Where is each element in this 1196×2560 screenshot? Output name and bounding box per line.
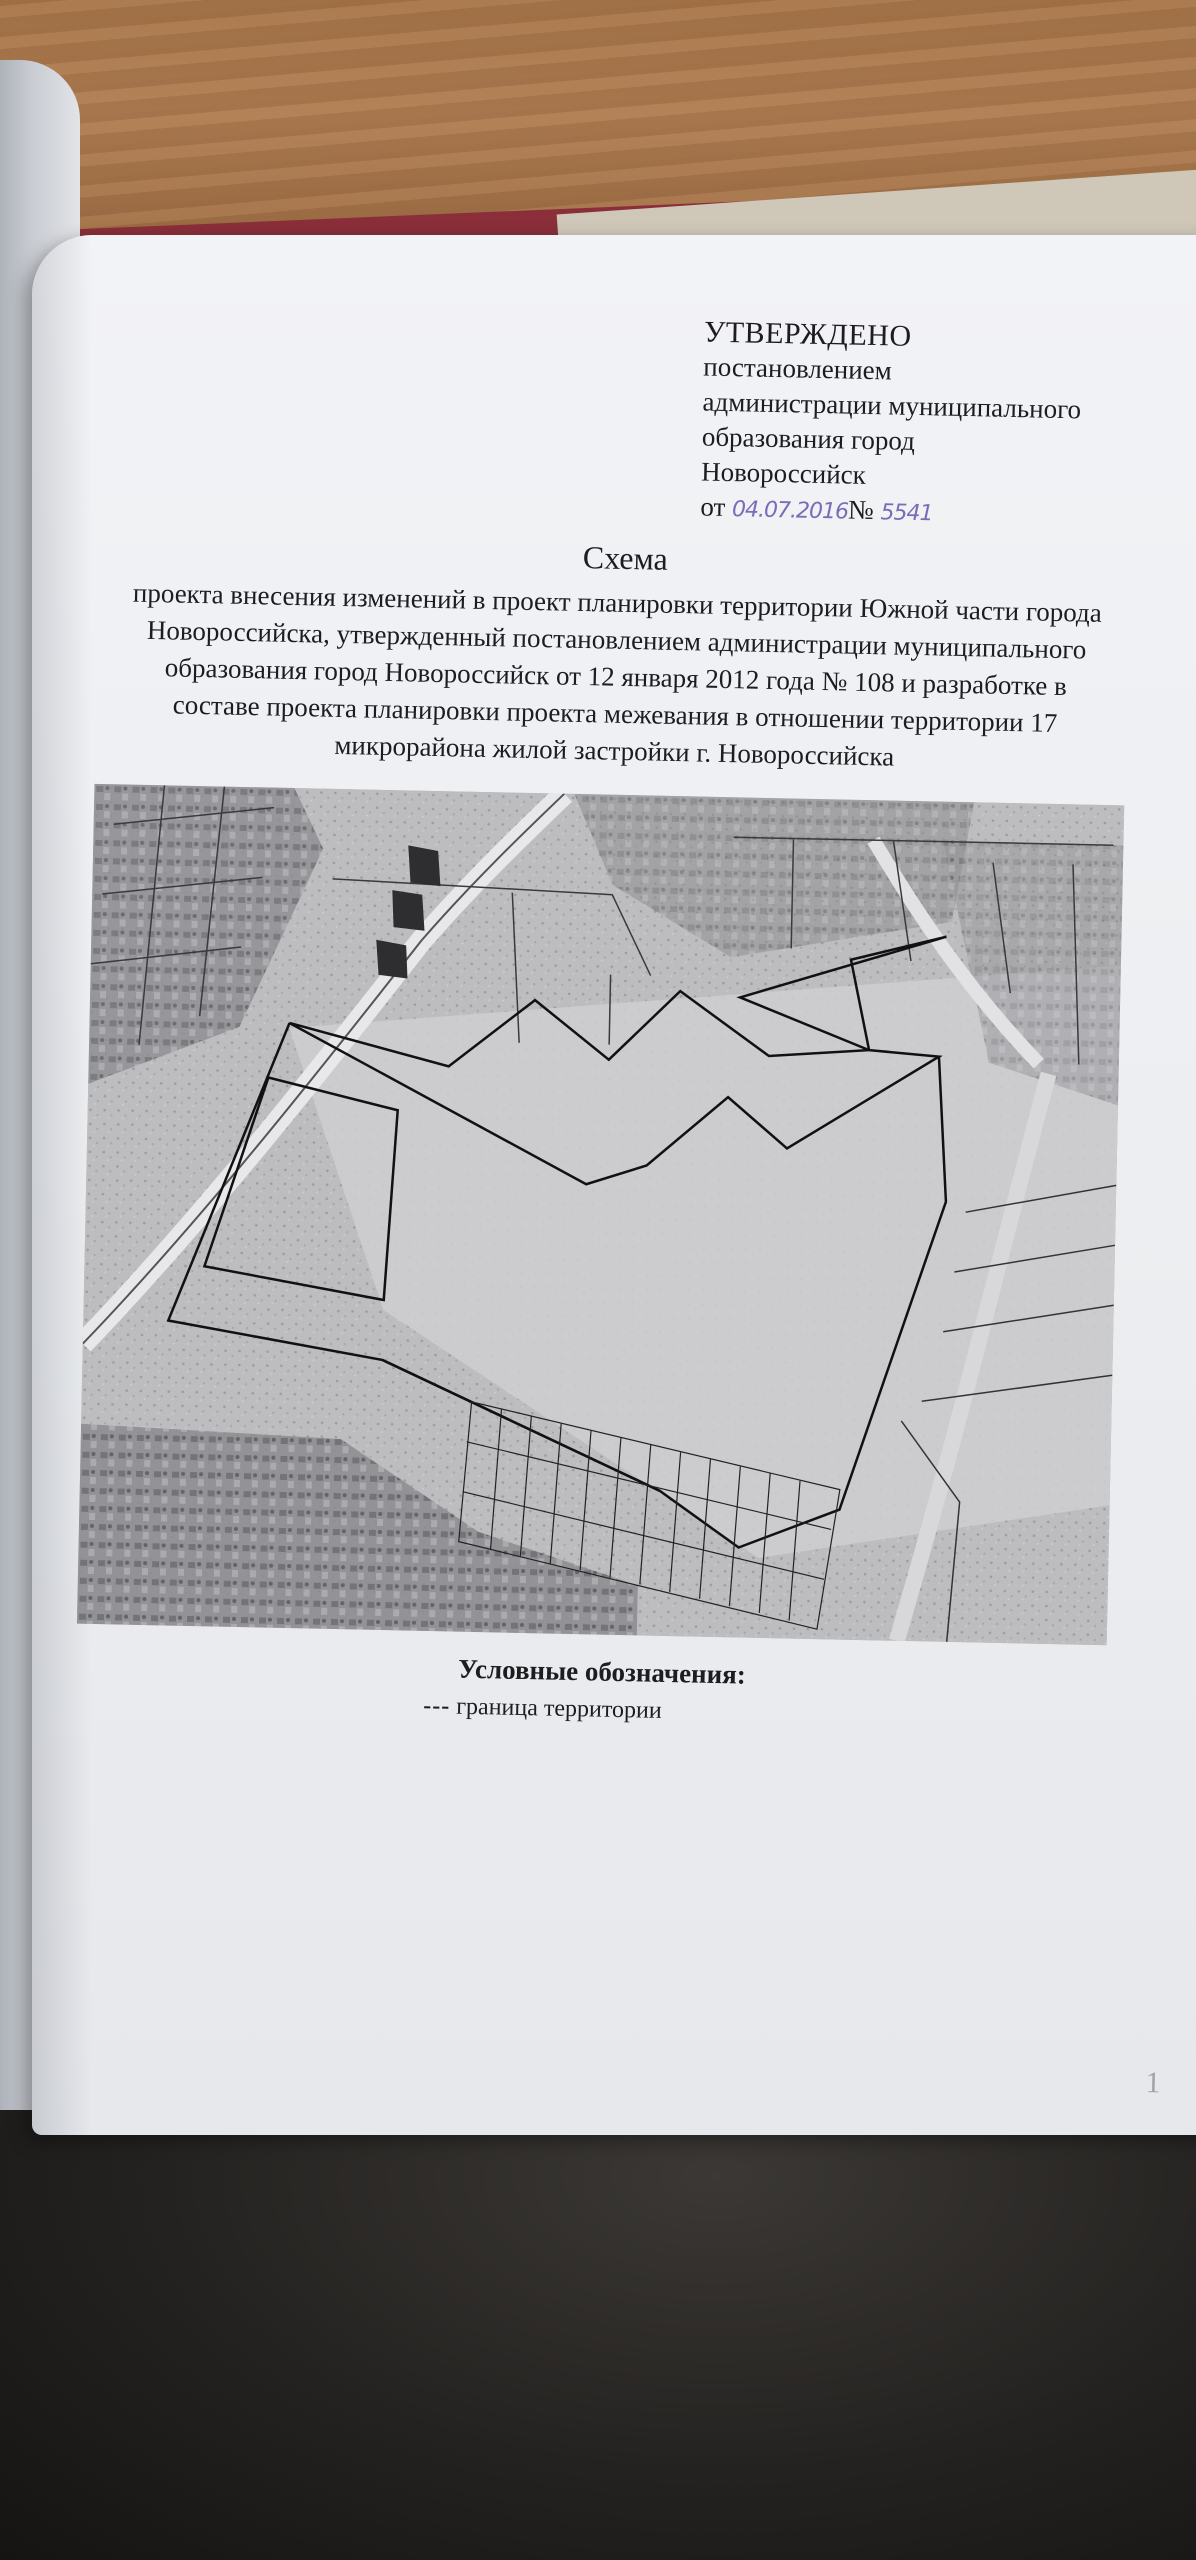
approval-line: администрации муниципального	[702, 386, 1082, 425]
number-label: №	[847, 494, 875, 526]
document-page	[32, 235, 1196, 2135]
dark-fabric-background	[0, 2080, 1196, 2560]
map-drawing	[77, 784, 1124, 1645]
aerial-map-scheme	[77, 784, 1124, 1645]
approval-line: постановлением	[703, 351, 893, 386]
handwritten-date: 04.07.2016	[731, 497, 849, 525]
document-subtitle: проекта внесения изменений в проект планировки территории Южной части города Новороссийска, утвержденный постановлением администрации муниципального образования город Новороссийск от 12 января 2012 года № 108 и разработке в составе проекта планировки проекта межевания в отношении территории 17 микрорайона жилой застройки г. Новороссийска	[132, 577, 1103, 772]
approval-stamp-block	[700, 315, 1184, 537]
approval-heading: УТВЕРЖДЕНО	[703, 315, 912, 353]
legend-item-label: граница территории	[455, 1693, 662, 1724]
document-title: Схема	[582, 539, 669, 577]
dashed-line-symbol: ---	[422, 1692, 451, 1720]
approval-line: Новороссийск	[700, 456, 867, 490]
page-number: 1	[1145, 2066, 1161, 2100]
legend-item-territory-boundary	[423, 1693, 662, 1725]
legend-title: Условные обозначения:	[457, 1653, 747, 1690]
approval-line: образования город	[701, 421, 916, 456]
from-label: от	[700, 491, 726, 522]
handwritten-number: 5541	[880, 500, 933, 527]
